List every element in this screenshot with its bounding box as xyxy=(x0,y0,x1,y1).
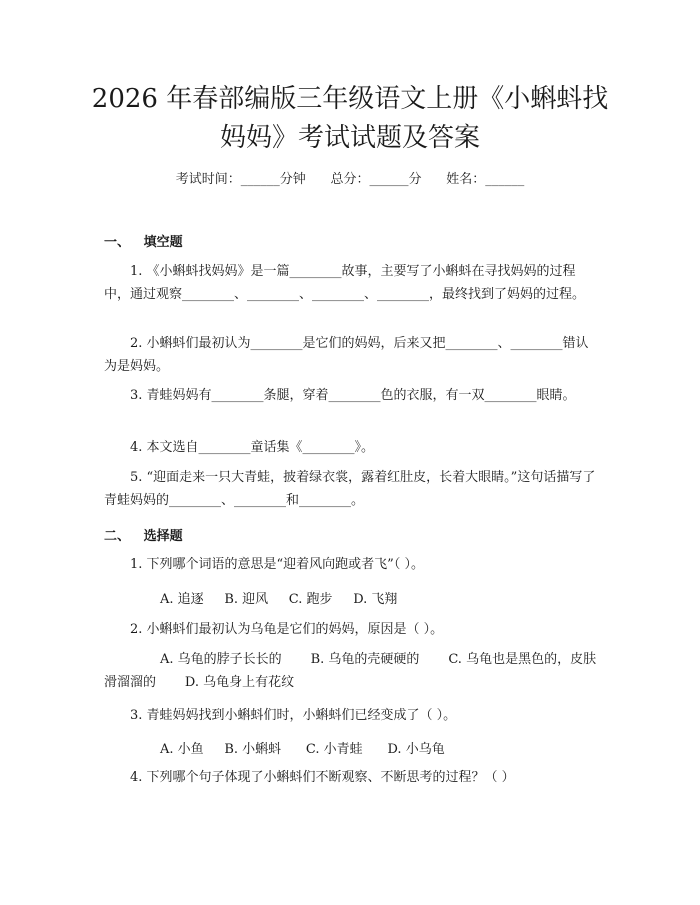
choice-question-1: 1. 下列哪个词语的意思是“迎着风向跑或者飞”（ ）。 xyxy=(130,557,424,572)
choice-options-1: A. 追逐 B. 迎风 C. 跑步 D. 飞翔 xyxy=(160,592,398,607)
choice-question-3: 3. 青蛙妈妈找到小蝌蚪们时，小蝌蚪们已经变成了（ ）。 xyxy=(130,708,457,723)
choice-options-3: A. 小鱼 B. 小蝌蚪 C. 小青蛙 D. 小乌龟 xyxy=(160,742,445,757)
fill-question-4: 4. 本文选自________童话集《________》。 xyxy=(130,440,375,455)
page-title: 2026 年春部编版三年级语文上册《小蝌蚪找妈妈》考试试题及答案 xyxy=(91,84,609,153)
section-heading-fill: 一、 填空题 xyxy=(104,235,183,250)
fill-question-1: 1. 《小蝌蚪找妈妈》是一篇________故事，主要写了小蝌蚪在寻找妈妈的过程中，通过观察________、________、________、________，最终找到了妈妈的过程。 xyxy=(104,264,586,302)
fill-question-5: 5. “迎面走来一只大青蛙，披着绿衣裳，露着红肚皮，长着大眼睛。”这句话描写了青蛙妈妈的________、________和________。 xyxy=(104,470,596,508)
choice-options-2: A. 乌龟的脖子长长的 B. 乌龟的壳硬硬的 C. 乌龟也是黑色的，皮肤滑溜溜的 D. 乌龟身上有花纹 xyxy=(104,652,597,690)
choice-question-4: 4. 下列哪个句子体现了小蝌蚪们不断观察、不断思考的过程？（ ） xyxy=(130,770,515,785)
exam-meta: 考试时间：______分钟 总分：______分 姓名：______ xyxy=(175,172,525,187)
section-heading-choice: 二、 选择题 xyxy=(104,529,183,544)
fill-question-2: 2. 小蝌蚪们最初认为________是它们的妈妈，后来又把________、________错认为是妈妈。 xyxy=(104,336,589,374)
fill-question-3: 3. 青蛙妈妈有________条腿，穿着________色的衣服，有一双________眼睛。 xyxy=(130,388,576,403)
choice-question-2: 2. 小蝌蚪们最初认为乌龟是它们的妈妈，原因是（ ）。 xyxy=(130,622,444,637)
